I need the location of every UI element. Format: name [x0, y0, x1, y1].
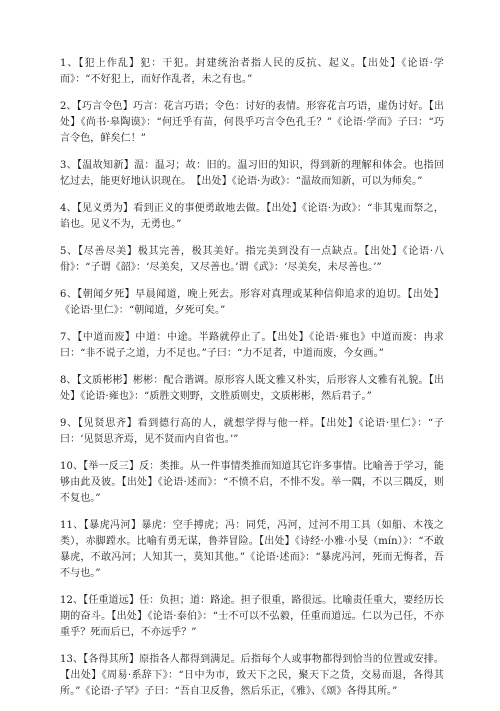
entry-text: 10、【举一反三】反：类推。从一件事情类推而知道其它许多事情。比喻善于学习，能够由此及彼。【出处】《论语·述而》：“不愤不启，不悱不发。举一隅，不以三隅反，则不复也。” — [60, 461, 444, 504]
entry-text: 8、【文质彬彬】彬彬：配合谐调。原形容人既文雅又朴实，后形容人文雅有礼貌。【出处】《论语·雍也》：“质胜文则野，文胜质则史，文质彬彬，然后君子。” — [60, 375, 444, 402]
entry-text: 6、【朝闻夕死】早晨闻道，晚上死去。形容对真理或某种信仰追求的迫切。【出处】《论语·里仁》：“朝闻道，夕死可矣。” — [60, 289, 444, 316]
entry-text: 9、【见贤思齐】看到德行高的人，就想学得与他一样。【出处】《论语·里仁》：“子曰：‘见贤思齐焉，见不贤而内自省也。’” — [60, 418, 444, 445]
entry-text: 1、【犯上作乱】犯：干犯。封建统治者指人民的反抗、起义。【出处】《论语·学而》：“不好犯上，而好作乱者，未之有也。” — [60, 58, 444, 85]
idiom-entry-8 — [60, 373, 444, 405]
entry-text: 5、【尽善尽美】极其完善，极其美好。指完美到没有一点缺点。【出处】《论语·八佾》：“子谓《韶》：‘尽美矣，又尽善也。’谓《武》：‘尽美矣，未尽善也。’” — [60, 246, 444, 273]
entry-text: 3、【温故知新】温：温习；故：旧的。温习旧的知识，得到新的理解和体会。也指回忆过去，能更好地认识现在。 【出处】《论语·为政》：“温故而知新，可以为师矣。” — [60, 160, 444, 187]
entry-text: 11、【暴虎冯河】暴虎：空手搏虎；冯：同凭，冯河，过河不用工具（如船、木筏之类），赤脚蹚水。比喻有勇无谋，鲁莽冒险。【出处】《诗经·小雅·小旻（mín）》：“不敢暴虎，不敢冯河；人知其一，莫知其他。”《论语·述而》：“暴虎冯河，死而无悔者，吾不与也。” — [60, 520, 444, 579]
idiom-entry-3 — [60, 158, 444, 190]
entry-text: 7、【中道而废】中道：中途。半路就停止了。【出处】《论语·雍也》中道而废：冉求曰：“非不说子之道，力不足也。”子曰：“力不足者，中道而废，今女画。” — [60, 332, 444, 359]
entry-text: 12、【任重道远】任：负担；道：路途。担子很重，路很远。比喻责任重大，要经历长期的奋斗。【出处】《论语·泰伯》：“士不可以不弘毅，任重而道远。仁以为己任，不亦重乎？死而后已，不亦远乎？” — [60, 595, 444, 638]
idiom-entry-5 — [60, 244, 444, 276]
document-body — [60, 56, 444, 711]
idiom-entry-4 — [60, 201, 444, 233]
idiom-entry-6 — [60, 287, 444, 319]
idiom-entry-2 — [60, 99, 444, 147]
idiom-entry-10 — [60, 459, 444, 507]
idiom-entry-9 — [60, 416, 444, 448]
idiom-entry-11 — [60, 518, 444, 582]
idiom-entry-7 — [60, 330, 444, 362]
entry-text: 2、【巧言令色】巧言：花言巧语；令色：讨好的表情。形容花言巧语，虚伪讨好。【出处】《尚书·皋陶谟》：“何迁乎有苗，何畏乎巧言令色孔壬？”《论语·学而》子曰：“巧言令色，鲜矣仁！” — [60, 101, 444, 144]
idiom-entry-12 — [60, 593, 444, 641]
entry-text: 13、【各得其所】原指各人都得到满足。后指每个人或事物都得到恰当的位置或安排。【出处】《周易·系辞下》：“日中为市，致天下之民，聚天下之货，交易而退，各得其所。”《论语·子罕》子曰：“吾自卫反鲁，然后乐正，《雅》、《颂》各得其所。” — [60, 654, 444, 697]
idiom-entry-1 — [60, 56, 444, 88]
entry-text: 4、【见义勇为】看到正义的事便勇敢地去做。【出处】《论语·为政》：“非其鬼而祭之，谄也。见义不为，无勇也。” — [60, 203, 444, 230]
idiom-entry-13 — [60, 652, 444, 700]
